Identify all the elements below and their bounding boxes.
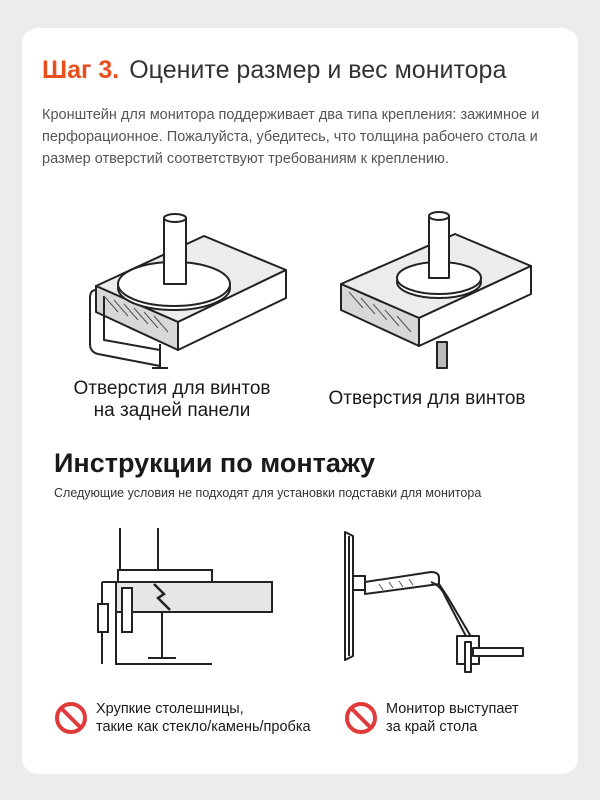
warning-monitor-overhang (344, 700, 519, 736)
installation-subheading: Следующие условия не подходят для установки подставки для монитора (54, 486, 482, 500)
intro-paragraph: Кронштейн для монитора поддерживает два типа крепления: зажимное и перфорационное. Пожалуйста, убедитесь, что толщина рабочего стола и размер отверстий соответствуют требованиям к креплению. (42, 107, 540, 167)
mount-label-clamp: Отверстия для винтов на задней панели (73, 378, 271, 421)
warning-overhang-line2: за край стола (386, 719, 478, 735)
instruction-card (22, 28, 578, 774)
clamp-mount-illustration (74, 208, 314, 388)
monitor-overhang-illustration (327, 526, 527, 676)
prohibited-icon (344, 701, 378, 735)
mount-label-grommet: Отверстия для винтов (328, 388, 526, 409)
prohibited-icon (54, 701, 88, 735)
warning-fragile-line1: Хрупкие столешницы, (96, 701, 244, 717)
warning-overhang-line1: Монитор выступает (386, 701, 519, 717)
step-heading: Оцените размер и вес монитора (129, 56, 507, 84)
warning-fragile-line2: такие как стекло/камень/пробка (96, 719, 311, 735)
fragile-tabletop-illustration (92, 528, 282, 678)
installation-heading: Инструкции по монтажу (54, 448, 376, 478)
warning-fragile-tabletop (54, 700, 311, 736)
grommet-mount-illustration (327, 206, 547, 386)
step-title (42, 56, 506, 85)
step-number: Шаг 3. (42, 56, 120, 84)
